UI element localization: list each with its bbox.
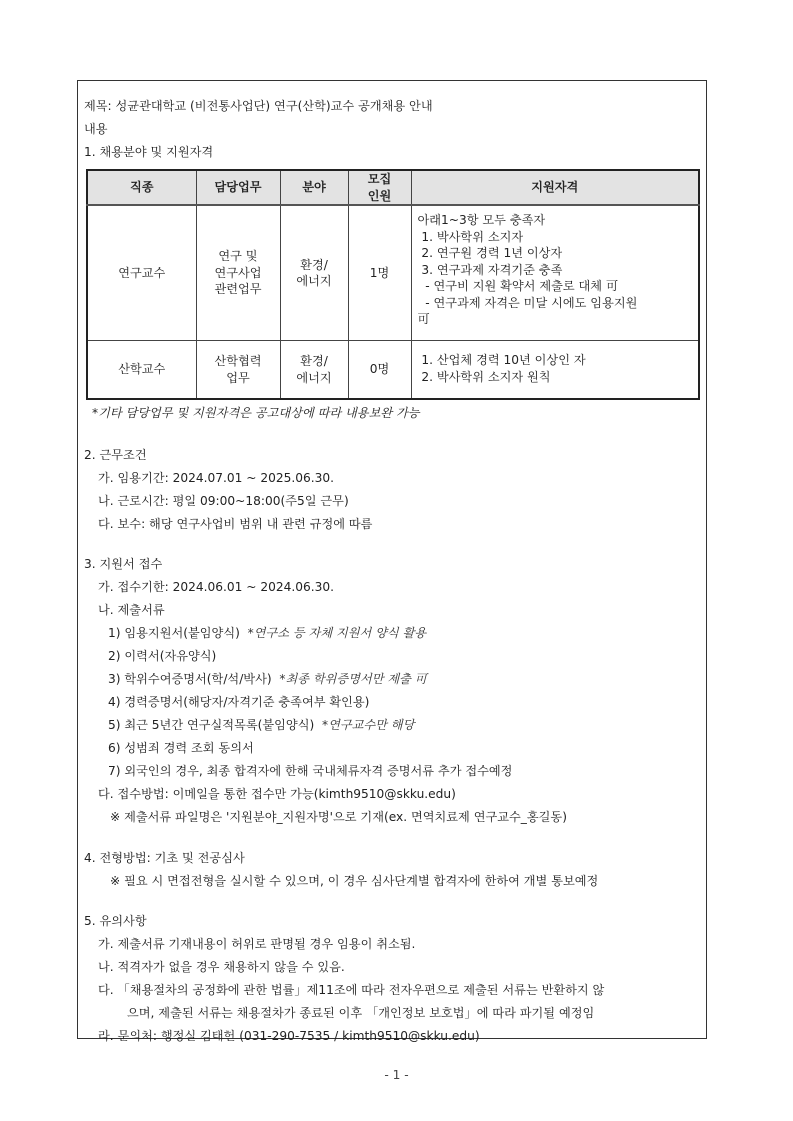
table-header-row (87, 170, 699, 205)
section3-docs-heading: 나. 제출서류 (98, 603, 165, 617)
cell-duty: 연구 및 연구사업 관련업무 (196, 205, 280, 341)
section5-item: 다. 「채용절차의 공정화에 관한 법률」제11조에 따라 전자우편으로 제출된 서류는 반환하지 않 (98, 983, 605, 997)
table-row (87, 205, 699, 341)
section3-method: 다. 접수방법: 이메일을 통한 접수만 가능(kimth9510@skku.edu) (98, 787, 456, 801)
cell-field: 환경/ 에너지 (280, 205, 348, 341)
section5-item: 라. 문의처: 행정실 김태헌 (031-290-7535 / kimth9510@skku.edu) (98, 1029, 480, 1043)
section5-item: 가. 제출서류 기재내용이 허위로 판명될 경우 임용이 취소됨. (98, 937, 416, 951)
header-recruit-count: 모집 인원 (348, 170, 411, 205)
doc-item: 1) 임용지원서(붙임양식) *연구소 등 자체 지원서 양식 활용 (108, 626, 427, 640)
table-row (87, 341, 699, 400)
section2-heading: 2. 근무조건 (84, 448, 147, 462)
cell-field: 환경/ 에너지 (280, 341, 348, 400)
cell-count: 1명 (348, 205, 411, 341)
doc-item-note: *연구소 등 자체 지원서 양식 활용 (247, 626, 427, 640)
cell-qualifications: 1. 산업체 경력 10년 이상인 자 2. 박사학위 소지자 원칙 (411, 341, 699, 400)
recruitment-table (86, 169, 700, 400)
header-field: 분야 (280, 170, 348, 205)
section2-item: 다. 보수: 해당 연구사업비 범위 내 관련 규정에 따름 (98, 517, 373, 531)
section5-item-continued: 으며, 제출된 서류는 채용절차가 종료된 이후 「개인정보 보호법」에 따라 파기될 예정임 (127, 1006, 595, 1020)
doc-item: 5) 최근 5년간 연구실적목록(붙임양식) *연구교수만 해당 (108, 718, 415, 732)
doc-item: 4) 경력증명서(해당자/자격기준 충족여부 확인용) (108, 695, 370, 709)
section3-period: 가. 접수기한: 2024.06.01 ~ 2024.06.30. (98, 580, 334, 594)
page-number: - 1 - (384, 1068, 409, 1082)
table-footnote: *기타 담당업무 및 지원자격은 공고대상에 따라 내용보완 가능 (92, 406, 420, 420)
header-duty: 담당업무 (196, 170, 280, 205)
section3-heading: 3. 지원서 접수 (84, 557, 163, 571)
document-title: 제목: 성균관대학교 (비전통사업단) 연구(산학)교수 공개채용 안내 (84, 99, 433, 113)
doc-item-note: *최종 학위증명서만 제출 可 (279, 672, 427, 686)
section2-item: 가. 임용기간: 2024.07.01 ~ 2025.06.30. (98, 471, 334, 485)
cell-position: 연구교수 (87, 205, 196, 341)
cell-duty: 산학협력 업무 (196, 341, 280, 400)
cell-position: 산학교수 (87, 341, 196, 400)
section1-heading: 1. 채용분야 및 지원자격 (84, 145, 214, 159)
section3-filename-note: ※ 제출서류 파일명은 '지원분야_지원자명'으로 기재(ex. 면역치료제 연구교수_홍길동) (110, 810, 567, 824)
doc-item-note: *연구교수만 해당 (321, 718, 415, 732)
doc-item: 7) 외국인의 경우, 최종 합격자에 한해 국내체류자격 증명서류 추가 접수예정 (108, 764, 513, 778)
header-position: 직종 (87, 170, 196, 205)
section5-item: 나. 적격자가 없을 경우 채용하지 않을 수 있음. (98, 960, 345, 974)
doc-item: 3) 학위수여증명서(학/석/박사) *최종 학위증명서만 제출 可 (108, 672, 427, 686)
section4-note: ※ 필요 시 면접전형을 실시할 수 있으며, 이 경우 심사단계별 합격자에 한하여 개별 통보예정 (110, 874, 599, 888)
section2-item: 나. 근로시간: 평일 09:00~18:00(주5일 근무) (98, 494, 349, 508)
cell-count: 0명 (348, 341, 411, 400)
doc-item: 2) 이력서(자유양식) (108, 649, 217, 663)
section4-heading: 4. 전형방법: 기초 및 전공심사 (84, 851, 245, 865)
doc-item: 6) 성범죄 경력 조회 동의서 (108, 741, 254, 755)
content-label: 내용 (84, 122, 108, 136)
header-qualifications: 지원자격 (411, 170, 699, 205)
cell-qualifications: 아래1~3항 모두 충족자 1. 박사학위 소지자 2. 연구원 경력 1년 이상자 3. 연구과제 자격기준 충족 - 연구비 지원 확약서 제출로 대체 可 - 연구과제 자격은 미달 시에도 임용지원 可 (411, 205, 699, 341)
section5-heading: 5. 유의사항 (84, 914, 147, 928)
